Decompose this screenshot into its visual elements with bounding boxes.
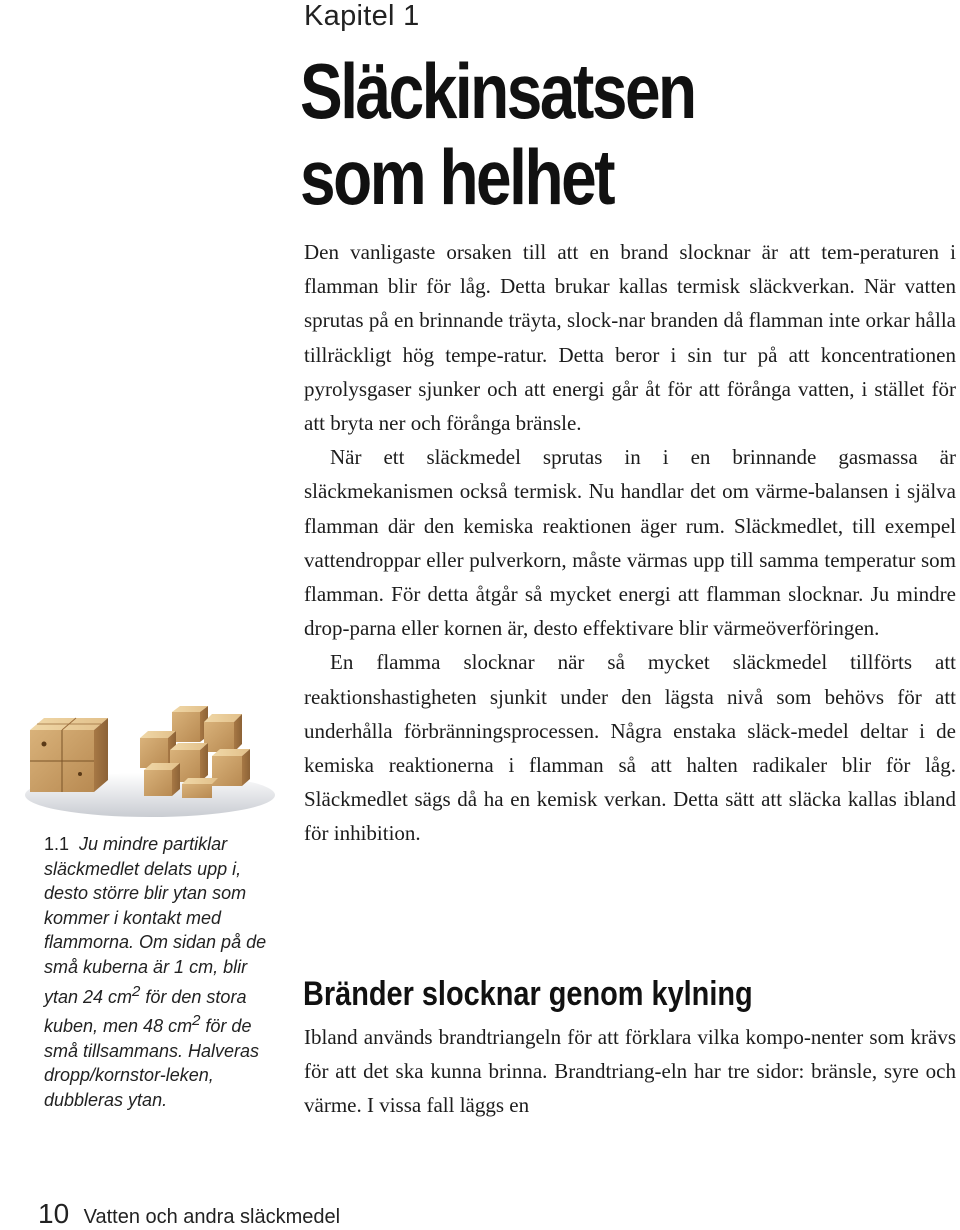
body-text — [304, 235, 956, 851]
title-line-2: som helhet — [300, 133, 614, 221]
caption-text-b: för den stora kuben, men 48 cm — [44, 986, 247, 1037]
small-cubes — [140, 706, 250, 798]
paragraph-1: Den vanligaste orsaken till att en brand slocknar är att tem-peraturen i flamman blir för låg. Detta brukar kallas termisk släckverkan. När vatten sprutas på en brinnande träyta, slock-nar branden då flamman inte orkar hålla tillräckligt hög tempe-ratur. Detta beror i sin tur på att koncentrationen pyrolysgaser sjunker och att energi går åt för att förånga vatten, i stället för att bryta ner och förånga bränsle. — [304, 240, 956, 436]
page-title — [300, 48, 695, 220]
paragraph-2: När ett släckmedel sprutas in i en brinnande gasmassa är släckmekanismen också termisk. Nu handlar det om värme-balansen i själva flamman där den kemiska reaktionen äger rum. Släckmedlet, till exempel vattendroppar eller pulverkorn, måste värmas upp till samma temperatur som flamman. För detta åtgår så mycket energi att flamman slocknar. Ju mindre drop-parna eller kornen är, desto effektivare blir värmeöverföringen. — [304, 445, 956, 641]
page-number: 10 — [38, 1198, 70, 1229]
page-footer — [38, 1198, 340, 1230]
caption-superscript-b: 2 — [192, 1012, 201, 1030]
caption-text-a: Ju mindre partiklar släckmedlet delats upp i, desto större blir ytan som kommer i kontakt med flammorna. Om sidan på de små kuberna är 1 cm, blir ytan 24 cm — [44, 834, 267, 1007]
section-heading: Bränder slocknar genom kylning — [303, 975, 753, 1013]
paragraph-3: En flamma slocknar när så mycket släckmedel tillförts att reaktionshastigheten sjunkit under den lägsta nivå som behövs för att underhålla förbränningsprocessen. Några enstaka släck-medel deltar i de kemiska reaktionerna i flamman så att halten radikaler blir för låg. Släckmedlet sägs då ha en kemisk verkan. Detta sätt att släcka kallas ibland för inhibition. — [304, 650, 956, 846]
caption-superscript-a: 2 — [132, 982, 141, 1000]
title-line-1: Släckinsatsen — [300, 47, 695, 135]
book-title: Vatten och andra släckmedel — [83, 1206, 341, 1228]
large-cube — [30, 718, 108, 792]
chapter-label: Kapitel 1 — [304, 0, 420, 32]
section-paragraph: Ibland används brandtriangeln för att förklara vilka kompo-nenter som krävs för att det ska kunna brinna. Brandtriang-eln har tre sidor: bränsle, syre och värme. I vissa fall läggs en — [304, 1025, 956, 1118]
section-text — [304, 1020, 956, 1123]
figure-caption — [44, 832, 269, 1113]
wooden-cubes-photo — [22, 700, 277, 820]
caption-number: 1.1 — [44, 834, 70, 854]
caption-text-c: för de små tillsammans. Halveras dropp/kornstor-leken, dubbleras ytan. — [44, 1016, 260, 1110]
